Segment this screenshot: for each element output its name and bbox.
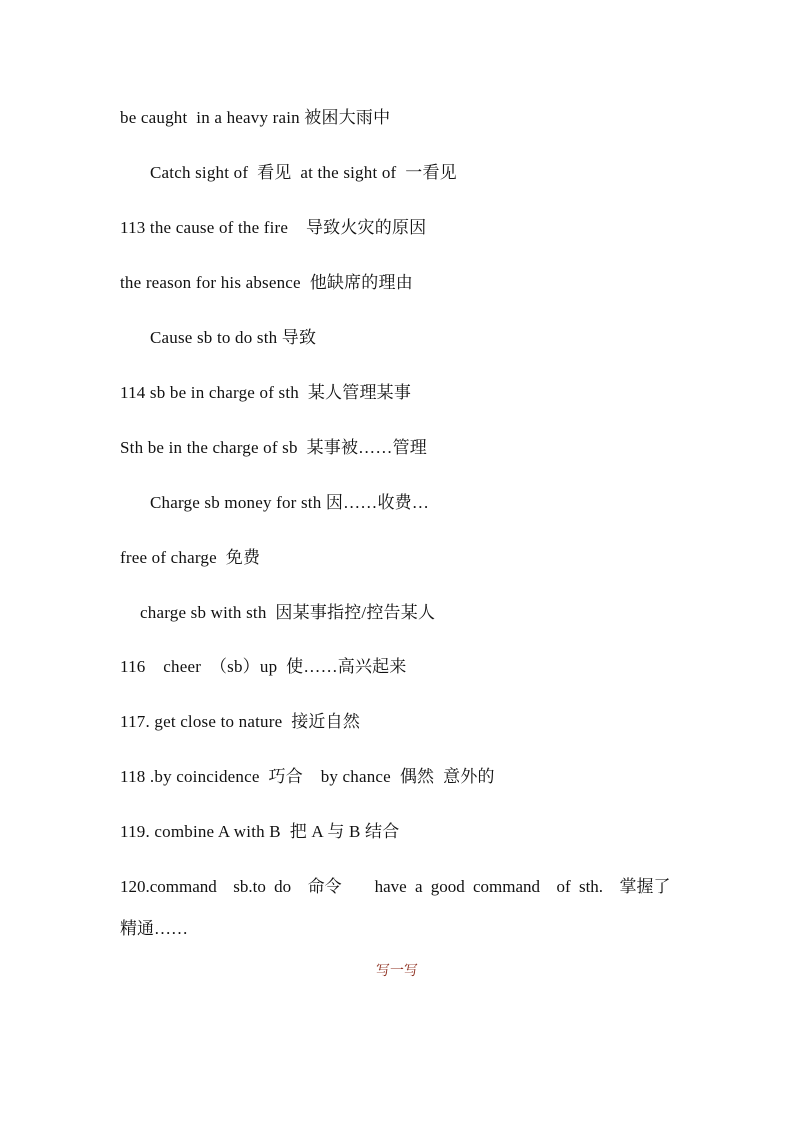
vocab-line-3: 113 the cause of the fire 导致火灾的原因: [120, 218, 427, 237]
vocab-line-1: be caught in a heavy rain 被困大雨中: [120, 108, 391, 127]
vocab-line-4: the reason for his absence 他缺席的理由: [120, 273, 413, 292]
vocab-line-10: charge sb with sth 因某事指控/控告某人: [140, 603, 436, 622]
vocab-line-15: 120.command sb.to do 命令 have a good command of sth. 掌握了 精通……: [120, 877, 688, 938]
vocab-line-7: Sth be in the charge of sb 某事被……管理: [120, 438, 427, 457]
vocab-line-14: 119. combine A with B 把 A 与 B 结合: [120, 822, 400, 841]
vocab-line-5: Cause sb to do sth 导致: [150, 328, 317, 347]
vocab-line-13: 118 .by coincidence 巧合 by chance 偶然 意外的: [120, 767, 495, 786]
vocab-line-9: free of charge 免费: [120, 548, 261, 567]
vocab-line-12: 117. get close to nature 接近自然: [120, 712, 361, 731]
vocab-line-2: Catch sight of 看见 at the sight of 一看见: [150, 163, 457, 182]
vocab-line-6: 114 sb be in charge of sth 某人管理某事: [120, 383, 412, 402]
vocab-line-8: Charge sb money for sth 因……收费…: [150, 493, 430, 512]
page-footer: 写一写: [376, 964, 418, 979]
vocab-line-11: 116 cheer （sb）up 使……高兴起来: [120, 657, 407, 676]
